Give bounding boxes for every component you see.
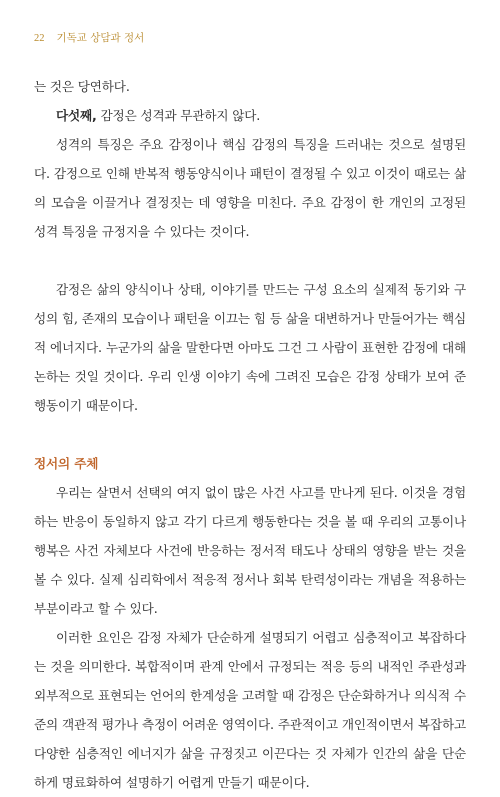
section-paragraph-2: 이러한 요인은 감정 자체가 단순하게 설명되기 어렵고 심층적이고 복잡하다는 것을 의미한다. 복합적이며 관계 안에서 규정되는 적응 등의 내적인 주관성과 외부적으로 표현되는 언어의 한계성을 고려할 때 감정은 단순화하거나 의식적 수준의 객관적 평가나 측정이 어려운 영역이다. 주관적이고 개인적이면서 복잡하고 다양한 심층적인 에너지가 삶을 규정짓고 이끈다는 것 자체가 인간의 삶을 단순하게 명료화하여 설명하기 어렵게 만들기 때문이다. bbox=[34, 630, 466, 790]
continued-paragraph: 는 것은 당연하다. bbox=[34, 79, 130, 94]
paragraph-gap bbox=[34, 246, 466, 275]
point-five-lead: 다섯째, bbox=[56, 108, 97, 123]
energy-paragraph: 감정은 삶의 양식이나 상태, 이야기를 만드는 구성 요소의 실제적 동기와 구성의 힘, 존재의 모습이나 패턴을 이끄는 힘 등 삶을 대변하거나 만들어가는 핵심적 에너지다. 누군가의 삶을 말한다면 아마도 그건 그 사람이 표현한 감정에 대해 논하는 것일 것이다. 우리 인생 이야기 속에 그려진 모습은 감정 상태가 보여 준 행동이기 때문이다. bbox=[34, 282, 466, 413]
section-heading: 정서의 주체 bbox=[34, 456, 99, 471]
section-paragraph-1: 우리는 살면서 선택의 여지 없이 많은 사건 사고를 만나게 된다. 이것을 경험하는 반응이 동일하지 않고 각기 다르게 행동한다는 것을 볼 때 우리의 고통이나 행복은 사건 자체보다 사건에 반응하는 정서적 태도나 상태의 영향을 받는 것을 볼 수 있다. 실제 심리학에서 적응적 정서나 회복 탄력성이라는 개념을 적용하는 부분이라고 할 수 있다. bbox=[34, 485, 466, 616]
point-five-text: 감정은 성격과 무관하지 않다. bbox=[96, 108, 261, 123]
personality-paragraph: 성격의 특징은 주요 감정이나 핵심 감정의 특징을 드러내는 것으로 설명된다. 감정으로 인해 반복적 행동양식이나 패턴이 결정될 수 있고 이것이 때로는 삶의 모습을 이끌거나 결정짓는 데 영향을 미친다. 주요 감정이 한 개인의 고정된 성격 특징을 규정지을 수 있다는 것이다. bbox=[34, 137, 466, 239]
page-number: 22 bbox=[34, 33, 45, 44]
book-title: 기독교 상담과 정서 bbox=[56, 32, 145, 44]
point-five-paragraph bbox=[34, 101, 466, 130]
section-gap bbox=[34, 420, 466, 449]
body-text bbox=[34, 72, 466, 797]
running-header bbox=[34, 30, 144, 45]
